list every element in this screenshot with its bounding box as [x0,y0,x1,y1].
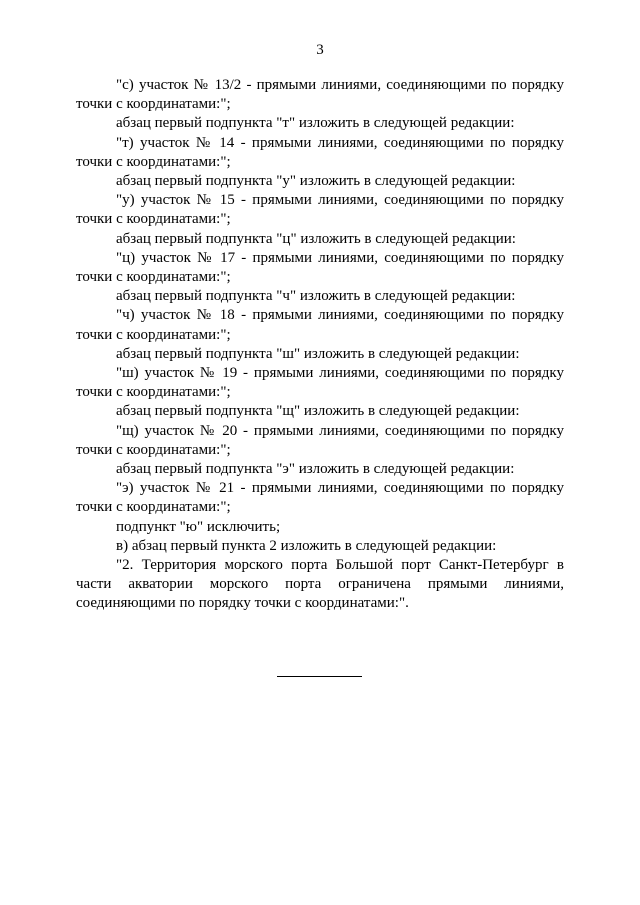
paragraph-instruction-ch: абзац первый подпункта "ч" изложить в следующей редакции: [116,288,516,305]
paragraph-e: "э) участок № 21 - прямыми линиями, соединяющими по порядку точки с координатами:"; [76,480,564,516]
paragraph-instruction-sh: абзац первый подпункта "ш" изложить в следующей редакции: [116,345,520,362]
paragraph-instruction-t: абзац первый подпункта "т" изложить в следующей редакции: [116,115,515,132]
paragraph-point-2: "2. Территория морского порта Большой порт Санкт-Петербург в части акватории морского порта ограничена прямыми линиями, соединяющими по порядку точки с координатами:". [76,557,564,612]
paragraph-s: "с) участок № 13/2 - прямыми линиями, соединяющими по порядку точки с координатами:"; [76,77,564,113]
paragraph-instruction-u: абзац первый подпункта "у" изложить в следующей редакции: [116,173,516,190]
paragraph-ts: "ц) участок № 17 - прямыми линиями, соединяющими по порядку точки с координатами:"; [76,249,564,286]
paragraph-instruction-e: абзац первый подпункта "э" изложить в следующей редакции: [116,461,515,478]
end-of-document-rule [277,676,362,677]
paragraph-u: "у) участок № 15 - прямыми линиями, соединяющими по порядку точки с координатами:"; [76,192,564,228]
paragraph-yu-excluded: подпункт "ю" исключить; [116,518,281,535]
paragraph-ch: "ч) участок № 18 - прямыми линиями, соединяющими по порядку точки с координатами:"; [76,307,564,343]
paragraph-v-instruction: в) абзац первый пункта 2 изложить в следующей редакции: [116,537,497,554]
paragraph-shch: "щ) участок № 20 - прямыми линиями, соединяющими по порядку точки с координатами:"; [76,422,564,458]
paragraph-sh: "ш) участок № 19 - прямыми линиями, соединяющими по порядку точки с координатами:"; [76,365,564,401]
paragraph-instruction-ts: абзац первый подпункта "ц" изложить в следующей редакции: [116,230,516,247]
document-body [76,76,564,614]
paragraph-instruction-shch: абзац первый подпункта "щ" изложить в следующей редакции: [116,403,520,420]
paragraph-t: "т) участок № 14 - прямыми линиями, соединяющими по порядку точки с координатами:"; [76,134,564,170]
page-number: 3 [316,42,324,58]
